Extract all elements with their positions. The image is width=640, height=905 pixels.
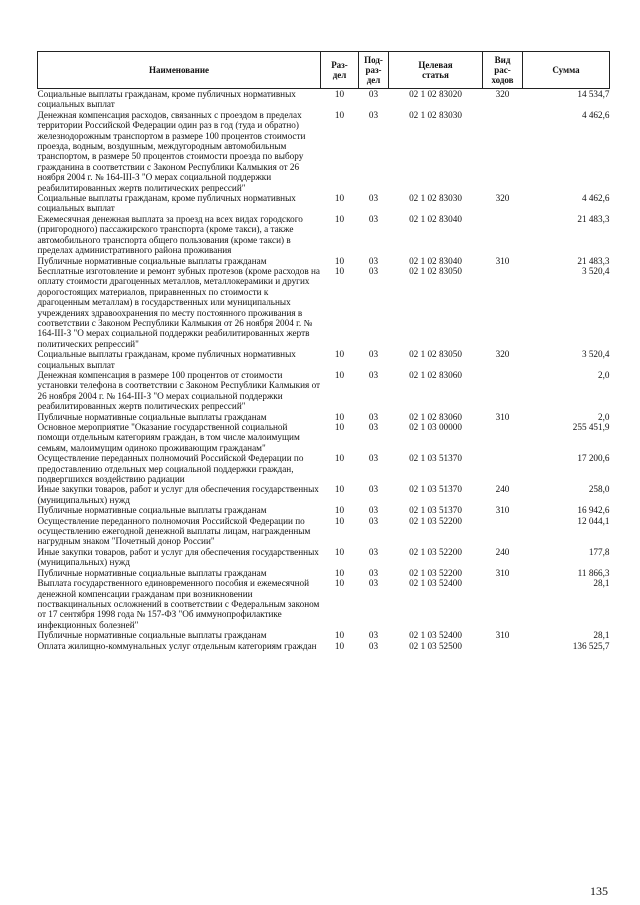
cell-name: Денежная компенсация в размере 100 процентов от стоимости установки телефона в соответствии с Законом Республики Калмыкия от 26 ноября 2004 г. № 164-III-З "О мерах социальной поддержки реабилитированных жертв политических репрессий" xyxy=(37,369,321,412)
cell-target-item: 02 1 03 51370 xyxy=(409,484,462,495)
cell-name: Социальные выплаты гражданам, кроме публичных нормативных социальных выплат xyxy=(37,349,296,370)
cell-expense-kind: 310 xyxy=(495,255,510,266)
cell-name: Осуществление переданных полномочий Российской Федерации по предоставлению отдельных мер социальной поддержки граждан, подвергшихся воздействию радиации xyxy=(37,453,304,485)
cell-name: Публичные нормативные социальные выплаты гражданам xyxy=(37,567,267,578)
cell-amount: 177,8 xyxy=(588,546,610,557)
cell-section: 10 xyxy=(334,213,345,224)
cell-target-item: 02 1 03 51370 xyxy=(409,505,462,516)
cell-name: Публичные нормативные социальные выплаты гражданам xyxy=(37,630,267,641)
table-row xyxy=(38,578,610,630)
cell-target-item: 02 1 03 52400 xyxy=(409,578,462,589)
table-row xyxy=(38,214,610,256)
table-row xyxy=(38,484,610,505)
cell-subsection: 03 xyxy=(368,369,379,380)
table-row xyxy=(38,630,610,640)
table-row xyxy=(38,110,610,193)
header-subsection: Под- раз- дел xyxy=(359,52,389,89)
cell-expense-kind xyxy=(483,641,523,651)
cell-subsection: 03 xyxy=(368,505,379,516)
cell-name: Ежемесячная денежная выплата за проезд на всех видах городского (пригородного) пассажирского транспорта (кроме такси), а также автомобильного транспорта общего пользования (кроме такси) в пределах административного района проживания xyxy=(37,213,303,256)
cell-target-item: 02 1 03 52400 xyxy=(409,630,462,641)
cell-amount: 3 520,4 xyxy=(581,265,610,276)
table-header xyxy=(38,52,610,89)
cell-name: Публичные нормативные социальные выплаты гражданам xyxy=(37,255,267,266)
header-amount: Сумма xyxy=(523,52,610,89)
cell-name: Основное мероприятие "Оказание государственной социальной помощи отдельным категориям граждан, в том числе малоимущим семьям, малоимущим одиноко проживающим гражданам" xyxy=(37,422,300,453)
cell-name: Осуществление переданного полномочия Российской Федерации по осуществлению ежегодной денежной выплаты лицам, награжденным нагрудным знаком "Почетный донор России" xyxy=(37,515,311,547)
cell-target-item: 02 1 02 83030 xyxy=(409,193,462,204)
cell-expense-kind xyxy=(483,266,523,349)
cell-name: Оплата жилищно-коммунальных услуг отдельным категориям граждан xyxy=(37,640,317,651)
cell-subsection: 03 xyxy=(368,453,379,464)
table-row xyxy=(38,422,610,453)
cell-amount: 21 483,3 xyxy=(577,213,610,224)
cell-expense-kind xyxy=(483,516,523,547)
cell-section: 10 xyxy=(334,505,345,516)
table-row xyxy=(38,412,610,422)
cell-subsection: 03 xyxy=(368,578,379,589)
table-row xyxy=(38,641,610,651)
cell-name: Бесплатные изготовление и ремонт зубных протезов (кроме расходов на оплату стоимости драгоценных металлов, металлокерамики и других дорогостоящих материалов, приравненных по стоимости к драгоценным металлам) в государственных или муниципальных учреждениях здравоохранения по месту постоянного проживания в соответствии с Законом Республики Калмыкия от 26 ноября 2004 г. № 164-III-З "О мерах социальной поддержки реабилитированных жертв политических репрессий" xyxy=(37,265,321,349)
table-row xyxy=(38,256,610,266)
cell-subsection: 03 xyxy=(368,515,379,526)
cell-subsection: 03 xyxy=(368,484,379,495)
cell-amount: 4 462,6 xyxy=(581,109,610,120)
cell-name: Денежная компенсация расходов, связанных с проездом в пределах территории Российской Федерации один раз в год (туда и обратно) железнодорожным транспортом в размере 100 процентов стоимости проезда, водным, воздушным, междугородным автомобильным транспортом, в размере 50 процентов стоимости проезда по выбору гражданина в соответствии с Законом Республики Калмыкия от 26 ноября 2004 г. № 164-III-З "О мерах социальной поддержки реабилитированных жертв политических репрессий" xyxy=(37,109,306,193)
table-row xyxy=(38,89,610,110)
cell-target-item: 02 1 02 83060 xyxy=(409,411,462,422)
cell-target-item: 02 1 03 52500 xyxy=(409,640,462,651)
cell-target-item: 02 1 03 52200 xyxy=(409,567,462,578)
cell-section: 10 xyxy=(334,484,345,495)
cell-name: Публичные нормативные социальные выплаты гражданам xyxy=(37,505,267,516)
cell-section: 10 xyxy=(334,193,345,204)
cell-expense-kind: 320 xyxy=(495,193,510,204)
table-body xyxy=(38,89,610,651)
cell-expense-kind xyxy=(483,578,523,630)
cell-target-item: 02 1 03 52200 xyxy=(409,546,462,557)
cell-target-item: 02 1 03 52200 xyxy=(409,515,462,526)
table-row xyxy=(38,370,610,412)
cell-amount: 28,1 xyxy=(593,630,610,641)
cell-target-item: 02 1 02 83040 xyxy=(409,255,462,266)
cell-amount: 28,1 xyxy=(593,578,610,589)
table-row xyxy=(38,568,610,578)
cell-target-item: 02 1 02 83020 xyxy=(409,89,462,99)
cell-name: Социальные выплаты гражданам, кроме публичных нормативных социальных выплат xyxy=(37,89,296,110)
cell-section: 10 xyxy=(334,640,345,651)
cell-subsection: 03 xyxy=(368,213,379,224)
cell-target-item: 02 1 02 83050 xyxy=(409,349,462,360)
cell-subsection: 03 xyxy=(368,546,379,557)
cell-amount: 2,0 xyxy=(598,369,610,380)
cell-subsection: 03 xyxy=(368,193,379,204)
cell-subsection: 03 xyxy=(368,349,379,360)
cell-subsection: 03 xyxy=(368,630,379,641)
table-row xyxy=(38,349,610,370)
cell-section: 10 xyxy=(334,578,345,589)
cell-section: 10 xyxy=(334,369,345,380)
cell-amount: 11 866,3 xyxy=(577,567,610,578)
table-row xyxy=(38,547,610,568)
cell-name: Выплата государственного единовременного пособия и ежемесячной денежной компенсации гражданам при возникновении поствакцинальных осложнений в соответствии с Федеральным законом от 17 сентября 1998 года № 157-ФЗ "Об иммунопрофилактике инфекционных болезней" xyxy=(37,578,320,630)
cell-target-item: 02 1 02 83030 xyxy=(409,109,462,120)
cell-expense-kind xyxy=(483,214,523,256)
cell-subsection: 03 xyxy=(368,411,379,422)
cell-amount: 258,0 xyxy=(588,484,610,495)
cell-section: 10 xyxy=(334,515,345,526)
table-row xyxy=(38,193,610,214)
cell-section: 10 xyxy=(334,265,345,276)
cell-expense-kind xyxy=(483,370,523,412)
budget-table xyxy=(37,51,610,651)
cell-section: 10 xyxy=(334,255,345,266)
cell-section: 10 xyxy=(334,453,345,464)
cell-subsection: 03 xyxy=(368,422,379,432)
cell-expense-kind: 320 xyxy=(495,89,510,99)
cell-target-item: 02 1 03 51370 xyxy=(409,453,462,464)
cell-expense-kind: 320 xyxy=(495,349,510,360)
cell-amount: 3 520,4 xyxy=(581,349,610,360)
cell-amount: 4 462,6 xyxy=(581,193,610,204)
cell-section: 10 xyxy=(334,349,345,360)
table-row xyxy=(38,505,610,515)
cell-section: 10 xyxy=(334,411,345,422)
cell-section: 10 xyxy=(334,109,345,120)
table-row xyxy=(38,266,610,349)
cell-target-item: 02 1 02 83060 xyxy=(409,369,462,380)
cell-name: Иные закупки товаров, работ и услуг для обеспечения государственных (муниципальных) нужд xyxy=(37,484,319,505)
cell-target-item: 02 1 02 83050 xyxy=(409,265,462,276)
cell-amount: 12 044,1 xyxy=(577,515,610,526)
cell-amount: 255 451,9 xyxy=(572,422,610,432)
cell-expense-kind: 240 xyxy=(495,484,510,495)
cell-section: 10 xyxy=(334,567,345,578)
cell-amount: 21 483,3 xyxy=(577,255,610,266)
cell-expense-kind: 310 xyxy=(495,630,510,641)
cell-section: 10 xyxy=(334,546,345,557)
header-name: Наименование xyxy=(38,52,321,89)
table-row xyxy=(38,453,610,484)
cell-subsection: 03 xyxy=(368,640,379,651)
cell-expense-kind xyxy=(483,110,523,193)
cell-amount: 16 942,6 xyxy=(577,505,610,516)
cell-amount: 2,0 xyxy=(598,411,610,422)
page-number: 135 xyxy=(590,884,608,898)
cell-target-item: 02 1 02 83040 xyxy=(409,213,462,224)
cell-expense-kind: 310 xyxy=(495,567,510,578)
cell-section: 10 xyxy=(334,630,345,641)
cell-target-item: 02 1 03 00000 xyxy=(409,422,462,432)
cell-name: Социальные выплаты гражданам, кроме публичных нормативных социальных выплат xyxy=(37,193,296,214)
cell-subsection: 03 xyxy=(368,109,379,120)
cell-expense-kind: 310 xyxy=(495,505,510,516)
table-row xyxy=(38,516,610,547)
cell-section: 10 xyxy=(334,422,345,432)
cell-subsection: 03 xyxy=(368,255,379,266)
header-target-item: Целевая статья xyxy=(389,52,483,89)
cell-subsection: 03 xyxy=(368,265,379,276)
cell-amount: 136 525,7 xyxy=(572,640,610,651)
cell-name: Публичные нормативные социальные выплаты гражданам xyxy=(37,411,267,422)
header-expense-kind: Вид рас- ходов xyxy=(483,52,523,89)
cell-amount: 14 534,7 xyxy=(577,89,610,99)
cell-expense-kind: 310 xyxy=(495,411,510,422)
header-section: Раз- дел xyxy=(321,52,359,89)
cell-expense-kind xyxy=(483,422,523,453)
cell-section: 10 xyxy=(334,89,345,99)
cell-expense-kind xyxy=(483,453,523,484)
cell-subsection: 03 xyxy=(368,567,379,578)
cell-name: Иные закупки товаров, работ и услуг для обеспечения государственных (муниципальных) нужд xyxy=(37,546,319,568)
cell-subsection: 03 xyxy=(368,89,379,99)
cell-expense-kind: 240 xyxy=(495,546,510,557)
cell-amount: 17 200,6 xyxy=(577,453,610,464)
